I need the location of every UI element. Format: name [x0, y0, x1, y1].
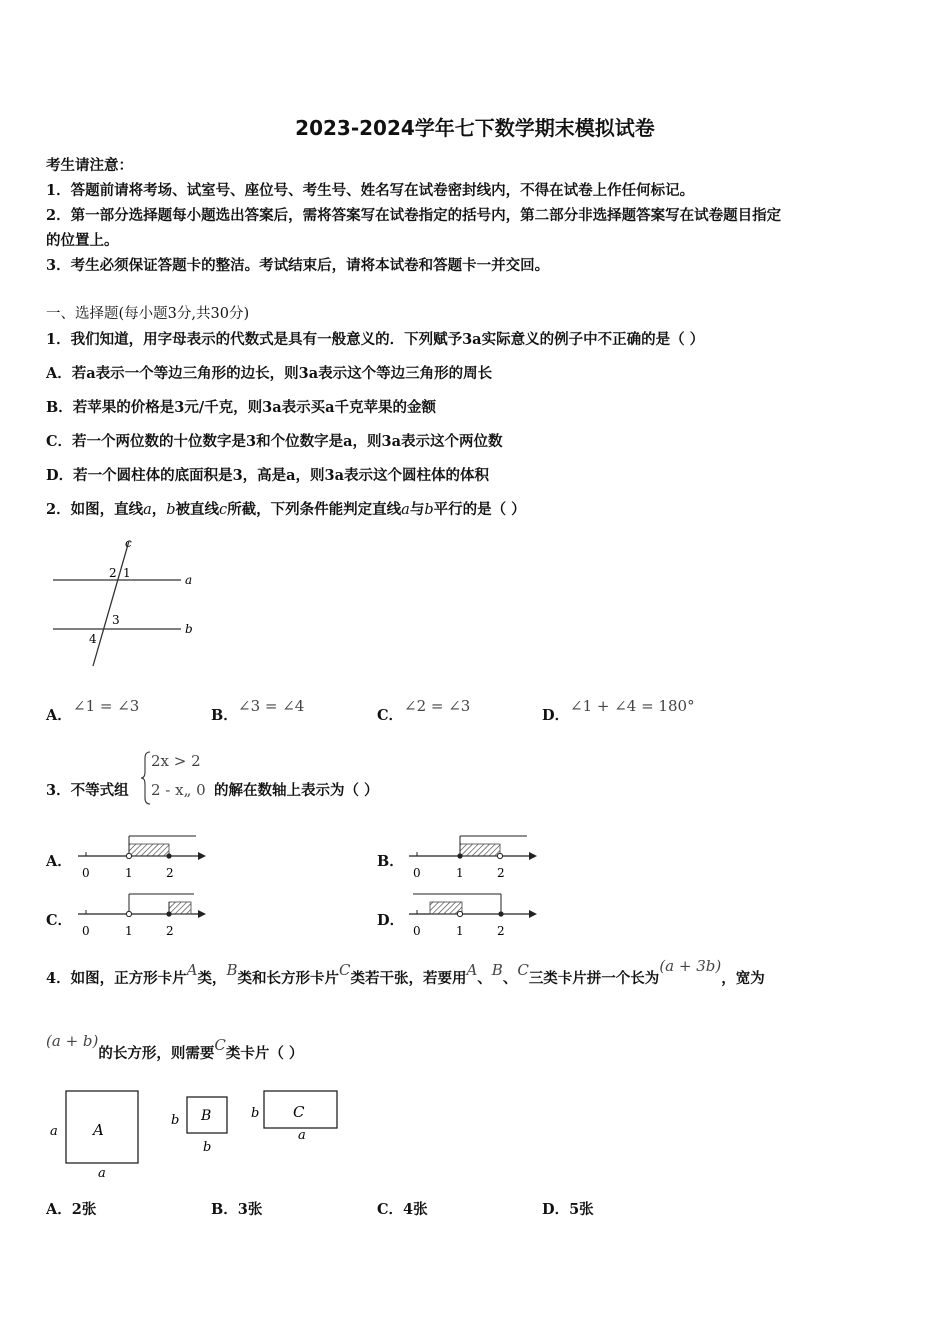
q3-pre: 3．不等式组 [46, 782, 129, 799]
q3-option-b-label: B． [377, 853, 404, 870]
page-title: 2023-2024学年七下数学期末模拟试卷 [295, 116, 655, 140]
q3-option-d-label: D． [377, 912, 405, 929]
notice-item-1: 1．答题前请将考场、试室号、座位号、考生号、姓名写在试卷密封线内，不得在试卷上作任何标记。 [46, 182, 695, 199]
q2-fig-angle-2: 2 [109, 566, 117, 580]
card-c-side: b [251, 1106, 260, 1121]
q4-option-d: D．5张 [542, 1201, 594, 1218]
q3-inequality-2: 2 - x„ 0 [151, 781, 206, 799]
notice-item-2-cont: 的位置上。 [46, 232, 119, 249]
q2-option-a: ∠1 = ∠3 [73, 697, 140, 715]
q2-stem: 2．如图，直线a，b被直线c所截，下列条件能判定直线a与b平行的是（ ） [46, 501, 526, 518]
q2-fig-label-c: c [125, 536, 132, 550]
card-a-side: a [50, 1124, 58, 1139]
notice-item-2: 2．第一部分选择题每小题选出答案后，需将答案写在试卷指定的括号内，第二部分非选择题答案写在试卷题目指定 [46, 207, 782, 224]
tick-0: 0 [82, 866, 90, 880]
q2-option-d-label: D． [542, 707, 570, 724]
q2-fig-angle-3: 3 [112, 613, 120, 627]
q2-fig-angle-1: 1 [123, 566, 131, 580]
tick-1: 1 [125, 866, 133, 880]
card-a-bottom: a [98, 1166, 106, 1180]
q4-option-b: B．3张 [211, 1201, 263, 1218]
q3-number-line-a[interactable] [74, 832, 214, 884]
q3-inequality-1: 2x > 2 [151, 752, 201, 770]
tick-2: 2 [166, 866, 174, 880]
q3-option-a-label: A． [46, 853, 72, 870]
q2-fig-label-b: b [185, 622, 193, 636]
q4-stem-line-1: 4．如图，正方形卡片A类，B类和长方形卡片C类若干张，若要用A、B、C三类卡片拼一个长为(a + 3b)，宽为 [46, 957, 765, 987]
tick-0: 0 [413, 866, 421, 880]
q2-option-a-label: A． [46, 707, 72, 724]
q4-stem-line-2: (a + b)的长方形，则需要C类卡片（ ） [46, 1032, 304, 1062]
q2-fig-angle-4: 4 [89, 632, 97, 646]
q4-option-a: A．2张 [46, 1201, 97, 1218]
q3-option-c-label: C． [46, 912, 73, 929]
tick-0: 0 [82, 924, 90, 938]
q2-option-c-label: C． [377, 707, 404, 724]
q2-option-c: ∠2 = ∠3 [404, 697, 471, 715]
q2-fig-label-a: a [185, 573, 193, 587]
q3-number-line-b[interactable] [405, 832, 545, 884]
tick-2: 2 [497, 924, 505, 938]
tick-2: 2 [497, 866, 505, 880]
card-a-label: A [93, 1121, 104, 1139]
tick-1: 1 [125, 924, 133, 938]
q2-option-d: ∠1 + ∠4 = 180° [570, 697, 695, 715]
card-b-side: b [171, 1113, 180, 1128]
q2-option-b: ∠3 = ∠4 [238, 697, 305, 715]
tick-0: 0 [413, 924, 421, 938]
tick-2: 2 [166, 924, 174, 938]
q1-option-a: A．若a表示一个等边三角形的边长，则3a表示这个等边三角形的周长 [46, 365, 493, 382]
q1-option-d: D．若一个圆柱体的底面积是3，高是a，则3a表示这个圆柱体的体积 [46, 467, 490, 484]
q2-figure [45, 535, 205, 675]
q4-option-c: C．4张 [377, 1201, 428, 1218]
q1-option-c: C．若一个两位数的十位数字是3和个位数字是a，则3a表示这个两位数 [46, 433, 503, 450]
q1-option-b: B．若苹果的价格是3元/千克，则3a表示买a千克苹果的金额 [46, 399, 437, 416]
q3-post: 的解在数轴上表示为（ ） [214, 782, 379, 799]
card-b-bottom: b [203, 1140, 212, 1155]
q3-number-line-c[interactable] [74, 890, 214, 942]
card-c-label: C [293, 1103, 305, 1121]
card-c-bottom: a [298, 1128, 306, 1143]
q3-number-line-d[interactable] [405, 890, 545, 942]
tick-1: 1 [456, 866, 464, 880]
tick-1: 1 [456, 924, 464, 938]
section-heading: 一、选择题(每小题3分,共30分) [46, 306, 250, 322]
card-b-label: B [201, 1108, 212, 1124]
q2-option-b-label: B． [211, 707, 238, 724]
q1-stem: 1．我们知道，用字母表示的代数式是具有一般意义的．下列赋予3a实际意义的例子中不正确的是（ ） [46, 331, 705, 348]
notice-heading: 考生请注意： [46, 157, 133, 174]
notice-item-3: 3．考生必须保证答题卡的整洁。考试结束后，请将本试卷和答题卡一并交回。 [46, 257, 550, 274]
q4-cards-figure [45, 1085, 355, 1180]
